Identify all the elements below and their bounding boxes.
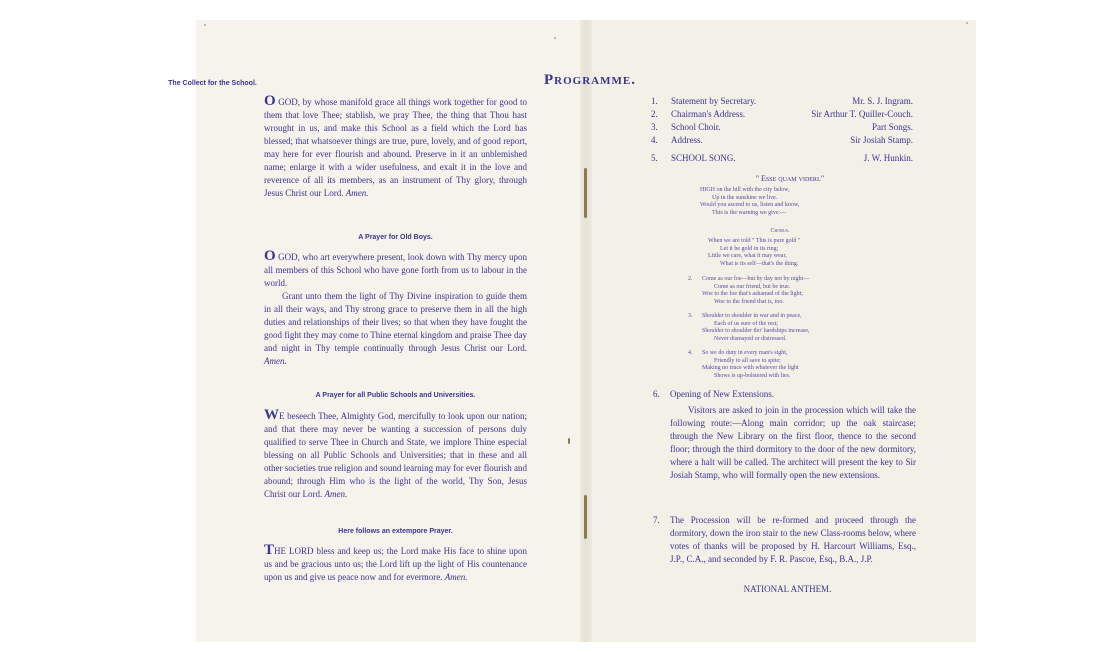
paper-speck xyxy=(554,37,556,39)
programme-item: 1. Statement by Secretary. Mr. S. J. Ingram. xyxy=(651,96,913,106)
paper-speck xyxy=(204,24,206,26)
old-boys-heading: A Prayer for Old Boys. xyxy=(358,234,433,241)
song-verse-2: 2. Come as our foe—but by day not by night— Come as our friend, but be true. Woe to the foe that's ashamed of the light; Woe to the friend that is, too. xyxy=(688,276,810,305)
item-6-title: Opening of New Extensions. xyxy=(670,389,774,399)
drop-cap: T xyxy=(264,542,275,558)
programme-item: 5. SCHOOL SONG. J. W. Hunkin. xyxy=(651,153,913,163)
collect-heading: The Collect for the School. xyxy=(168,80,257,87)
public-schools-prayer: WE beseech Thee, Almighty God, mercifully to look upon our nation; and that there may never be wanting a succession of persons duly qualified to serve Thee in Church and State, we implore Thine especial blessing on all Public Schools and Universities; that in these and all other societies true religion and sound learning may for ever flourish and abound; through Him who is the light of the world, Thy Son, Jesus Christ our Lord. Amen. xyxy=(264,407,527,499)
extempore-heading: Here follows an extempore Prayer. xyxy=(338,528,453,535)
staple-mark-bottom xyxy=(584,495,587,539)
song-chorus: When we are told " This is pure gold " Let it be gold in its ring; Little we care, what it may wear, What is its self—that's the thing. xyxy=(708,238,801,267)
song-verse-3: 3. Shoulder to shoulder in war and in peace, Each of us sure of the rest; Shoulder to shoulder tho' hardships increase, Never dismayed or distressed. xyxy=(688,313,810,342)
drop-cap: O xyxy=(264,248,276,264)
blessing-prayer: THE LORD bless and keep us; the Lord make His face to shine upon us and be gracious unto us; the Lord lift up the light of His countenance upon us and give us peace now and for evermore. Amen. xyxy=(264,542,527,582)
song-verse-4: 4. So we do duty in every man's sight, Friendly to all save to spite; Making no truce with whatever the light Shows is up-bolstered with lies. xyxy=(688,350,799,379)
national-anthem: NATIONAL ANTHEM. xyxy=(743,584,832,594)
public-schools-heading: A Prayer for all Public Schools and Universities. xyxy=(315,392,476,399)
collect-prayer: O GOD, by whose manifold grace all things work together for good to them that love Thee; stablish, we pray Thee, the thing that Thou hast wrought in us, and make this School as a field which the Lord has blessed; that whatsoever things are true, pure, lovely, and of good report, may here for ever flourish and abound. Preserve in it an unblemished name; enlarge it with a wider usefulness, and exalt it in the love and reverence of all its members, as an instrument of Thy glory, through Jesus Christ our Lord. Amen. xyxy=(264,93,527,198)
drop-cap: W xyxy=(264,407,279,423)
item-7-number: 7. xyxy=(653,515,660,525)
programme-item: 4. Address. Sir Josiah Stamp. xyxy=(651,135,913,145)
old-boys-prayer-continued: Grant unto them the light of Thy Divine inspiration to guide them in all their ways, and Thy strong grace to preserve them in all the high duties and relationships of their lives; so that when they have fought the good fight they may come to Thine eternal kingdom and praise Thee day and night in Thy temple continually through Jesus Christ our Lord. Amen. xyxy=(264,291,527,366)
chorus-label: Chorus. xyxy=(770,228,790,234)
item-6-description: Visitors are asked to join in the procession which will take the following route:—Along main corridor; up the oak staircase; through the New Library on the first floor, thence to the second floor; through the third dormitory to the door of the new dormitory, where a halt will be called. The architect will present the key to Sir Josiah Stamp, who will formally open the new extensions. xyxy=(670,405,916,480)
staple-mark-top xyxy=(584,168,587,218)
song-verse-1: HIGH on the hill with the city below, Up in the sunshine we live. Would you ascend to us, listen and know, This is the warning we give:— xyxy=(700,187,800,216)
song-title: " Esse quam videri." xyxy=(755,174,825,183)
item-6-number: 6. xyxy=(653,389,660,399)
programme-item: 2. Chairman's Address. Sir Arthur T. Quiller-Couch. xyxy=(651,109,913,119)
drop-cap: O xyxy=(264,93,276,109)
programme-title: Programme. xyxy=(544,72,636,88)
paper-speck xyxy=(966,22,968,24)
staple-mark-mid xyxy=(568,438,570,444)
item-7-description: The Procession will be re-formed and proceed through the dormitory, down the iron stair to the new Class-rooms below, where votes of thanks will be proposed by H. Harcourt Williams, Esq., J.P., C.A., and seconded by F. R. Pascoe, Esq., B.A., J.P. xyxy=(670,515,916,564)
center-fold xyxy=(580,20,592,642)
programme-item: 3. School Choir. Part Songs. xyxy=(651,122,913,132)
old-boys-prayer: O GOD, who art everywhere present, look down with Thy mercy upon all members of this School who have gone forth from us to labour in the world. xyxy=(264,248,527,288)
